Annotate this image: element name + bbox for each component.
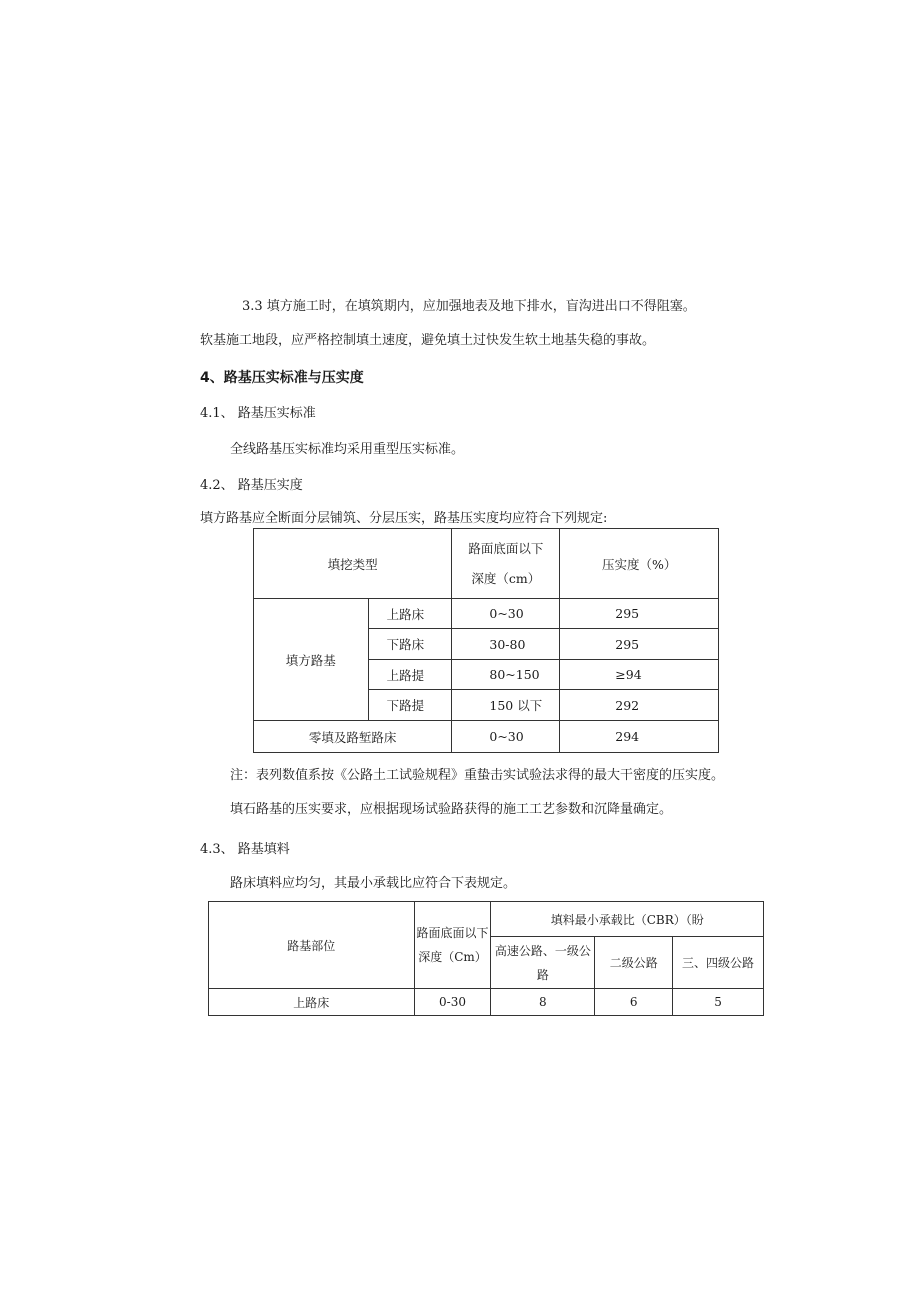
header-highway-line2: 路 <box>536 967 549 982</box>
header-depth-line2: 深度（cm） <box>471 570 541 586</box>
header-depth-line1: 路面底面以下 <box>468 540 544 556</box>
header-class2: 二级公路 <box>595 937 673 989</box>
cbr-table <box>208 901 764 1016</box>
header-subgrade-part: 路基部位 <box>209 902 415 989</box>
row-part: 上路提 <box>368 660 452 690</box>
row-part: 下路床 <box>368 629 452 660</box>
header-fill-type: 填挖类型 <box>254 529 452 599</box>
section-4-1-heading: 4.1、 路基压实标准 <box>200 406 316 421</box>
para-3-3-line2: 软基施工地段，应严格控制填土速度，避免填土过快发生软土地基失稳的事故。 <box>200 333 656 348</box>
row-value: 292 <box>560 690 719 721</box>
row-depth: 80~150 <box>452 660 560 690</box>
section-4-2-heading: 4.2、 路基压实度 <box>200 478 303 493</box>
compaction-table <box>253 528 719 753</box>
para-4-1: 全线路基压实标准均采用重型压实标准。 <box>230 442 465 457</box>
row-part: 上路床 <box>368 599 452 629</box>
row-part: 上路床 <box>209 989 415 1016</box>
para-4-2: 填方路基应全断面分层铺筑、分层压实，路基压实度均应符合下列规定: <box>200 511 608 526</box>
row-depth: 0~30 <box>452 599 560 629</box>
header-depth <box>414 902 491 989</box>
row-class34: 5 <box>673 989 764 1016</box>
row-class2: 6 <box>595 989 673 1016</box>
section-4-3-heading: 4.3、 路基填料 <box>200 842 290 857</box>
table-note-1: 注：表列数值系按《公路土工试验规程》重蛰击实试验法求得的最大干密度的压实度。 <box>230 768 725 783</box>
table-note-2: 填石路基的压实要求，应根据现场试验路获得的施工工艺参数和沉降量确定。 <box>230 802 673 817</box>
header-depth-line2: 深度（Cm） <box>418 950 487 964</box>
zero-fill-row-label: 零填及路堑路床 <box>254 721 452 753</box>
row-highway: 8 <box>491 989 595 1016</box>
row-value: 294 <box>560 721 719 753</box>
row-value: 295 <box>560 599 719 629</box>
header-highway-line1: 高速公路、一级公 <box>494 943 591 958</box>
section-4-heading: 4、路基压实标准与压实度 <box>200 370 364 386</box>
row-depth: 150 以下 <box>452 690 560 721</box>
header-class34: 三、四级公路 <box>673 937 764 989</box>
para-3-3-line1: 3.3 填方施工时，在填筑期内，应加强地表及地下排水，盲沟进出口不得阻塞。 <box>242 299 696 314</box>
header-compaction: 压实度（%） <box>560 529 719 599</box>
row-depth: 0~30 <box>452 721 560 753</box>
row-value: ≥94 <box>560 660 719 690</box>
header-highway <box>491 937 595 989</box>
header-depth <box>452 529 560 599</box>
row-depth: 0-30 <box>414 989 491 1016</box>
header-cbr: 填料最小承载比（CBR）（盼 <box>491 902 764 937</box>
header-depth-line1: 路面底面以下 <box>416 926 489 940</box>
para-4-3: 路床填料应均匀，其最小承载比应符合下表规定。 <box>230 876 517 891</box>
row-value: 295 <box>560 629 719 660</box>
row-depth: 30-80 <box>452 629 560 660</box>
fill-subgrade-group: 填方路基 <box>254 599 369 721</box>
row-part: 下路提 <box>368 690 452 721</box>
